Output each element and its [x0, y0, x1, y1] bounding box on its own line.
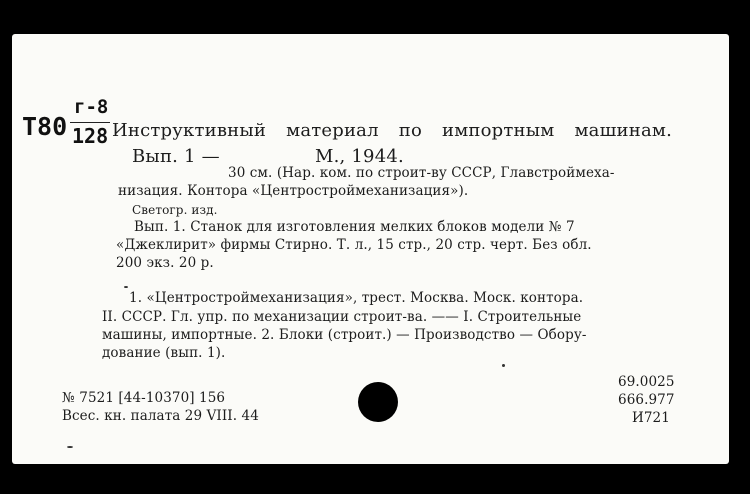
scan-speck [502, 364, 505, 367]
call-number-divider [70, 122, 110, 123]
udc-code-2: 666.977 [618, 392, 675, 408]
title-place-year: М., 1944. [315, 146, 404, 167]
imprint-line-1: 30 см. (Нар. ком. по строит-ву СССР, Главстроймеха- [228, 165, 615, 181]
title-word: материал [286, 120, 379, 141]
title-word: машинам. [574, 120, 672, 141]
scan-speck [124, 286, 128, 288]
imprint-line-2: низация. Контора «Центростроймеханизация»). [118, 183, 469, 199]
title-word: импортным [442, 120, 555, 141]
title-volume: Вып. 1 — [132, 146, 220, 167]
contents-line-2: «Джеклирит» фирмы Стирно. Т. л., 15 стр., 20 стр. черт. Без обл. [116, 237, 592, 253]
catalog-card [12, 34, 729, 464]
call-number-top: г-8 [74, 96, 109, 118]
contents-line-1: Вып. 1. Станок для изготовления мелких блоков модели № 7 [134, 219, 575, 235]
call-number-bottom: 128 [72, 124, 109, 148]
tracings-line-4: дование (вып. 1). [102, 345, 226, 361]
card-number: № 7521 [44-10370] 156 [62, 390, 226, 406]
tracings-line-3: машины, импортные. 2. Блоки (строит.) — Производство — Обору- [102, 327, 587, 343]
tracings-line-1: 1. «Центростроймеханизация», трест. Москва. Моск. контора. [129, 290, 584, 306]
call-number-class: Т80 [22, 112, 68, 141]
title-line-1 [112, 122, 672, 144]
book-chamber: Всес. кн. палата 29 VIII. 44 [62, 408, 259, 424]
tracings-line-2: II. СССР. Гл. упр. по механизации строит-ва. —— I. Строительные [102, 309, 582, 325]
title-word: по [398, 120, 423, 141]
scan-speck [67, 446, 73, 448]
contents-line-3: 200 экз. 20 р. [116, 255, 214, 271]
imprint-line-3: Светогр. изд. [132, 203, 218, 217]
punch-hole [358, 382, 398, 422]
index-code: И721 [632, 410, 670, 426]
udc-code-1: 69.0025 [618, 374, 675, 390]
title-word: Инструктивный [112, 120, 267, 141]
